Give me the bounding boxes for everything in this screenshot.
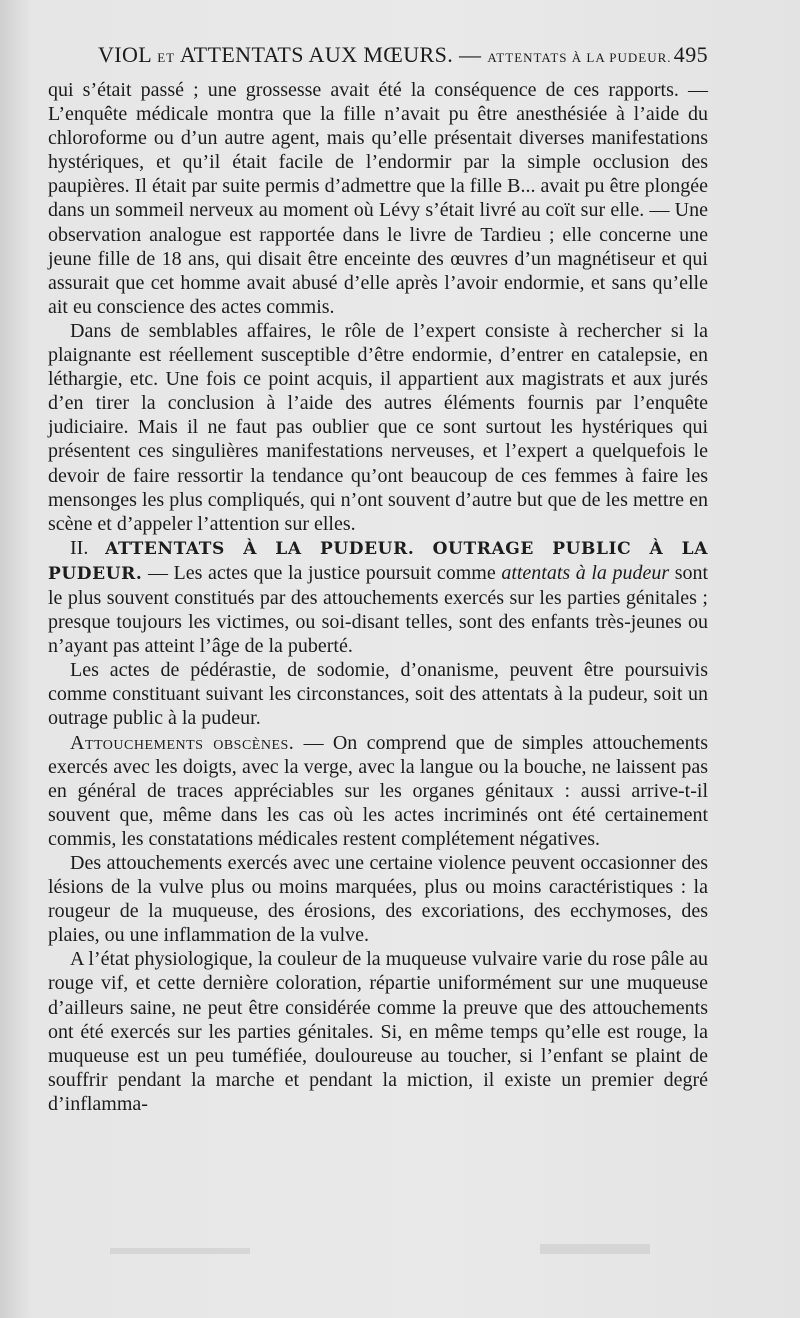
header-title-part2: ET <box>157 50 176 65</box>
paragraph-3-italic: attentats à la pudeur <box>501 561 670 584</box>
section-heading: ATTENTATS À LA PUDEUR. OUTRAGE PUBLIC À LA PUDEUR. <box>48 538 709 584</box>
header-title <box>98 42 672 68</box>
header-title-part1: VIOL <box>98 42 152 67</box>
show-through-smudge <box>110 1240 670 1264</box>
running-header <box>48 42 708 68</box>
paragraph-3-end: sont le plus souvent constitués par des attouchements exercés sur les parties génitales ; presque toujours les victimes, ou soi-disant telles, sont des enfants très-jeunes ou n’ayant pas atteint l’âge de la puberté. <box>48 561 709 658</box>
paragraph-5-text: — On comprend que de simples attouchements exercés avec les doigts, avec la verge, avec la langue ou la bouche, ne laissent pas en général de traces appréciables sur les organes génitaux : aussi arrive-t-il souvent que, même dans les cas où les actes incriminés ont été certainement commis, les constatations médicales restent complétement négatives. <box>48 731 708 850</box>
header-title-part3: ATTENTATS AUX MŒURS. <box>179 42 454 67</box>
subsection-heading: Attouchements obscènes. <box>70 731 295 754</box>
paragraph-3 <box>48 536 708 658</box>
paragraph-1: qui s’était passé ; une grossesse avait été la conséquence de ces rapports. — L’enquête médicale montra que la fille n’avait pu être anesthésiée à l’aide du chloroforme ou d’un autre agent, mais qu’elle présentait diverses manifestations hystériques, et qu’il était facile de l’endormir par la simple occlusion des paupières. Il était par suite permis d’admettre que la fille B... avait pu être plongée dans un sommeil nerveux au moment où Lévy s’était livré au coït sur elle. — Une observation analogue est rapportée dans le livre de Tardieu ; elle concerne une jeune fille de 18 ans, qui disait être enceinte des œuvres d’un magnétiseur et qui assurait que cet homme avait abusé d’elle après l’avoir endormie, et sans qu’elle ait eu conscience des actes commis. <box>48 79 708 318</box>
paragraph-6: Des attouchements exercés avec une certaine violence peuvent occasionner des lésions de la vulve plus ou moins marquées, plus ou moins caractéristiques : la rougeur de la muqueuse, des érosions, des excoriations, des ecchymoses, des plaies, ou une inflammation de la vulve. <box>48 852 708 947</box>
paragraph-2: Dans de semblables affaires, le rôle de l’expert consiste à rechercher si la plaignante est réellement susceptible d’être endormie, d’entrer en catalepsie, en léthargie, etc. Une fois ce point acquis, il appartient aux magistrats et aux jurés d’en tirer la conclusion à l’aide des autres éléments fournis par l’enquête judiciaire. Mais il ne faut pas oublier que ce sont surtout les hystériques qui présentent ces singulières manifestations nerveuses, et l’expert a quelquefois le devoir de faire ressortir la tendance qu’ont beaucoup de ces femmes à faire les mensonges les plus compliqués, qui n’ont souvent d’autre but que de les mettre en scène et d’appeler l’attention sur elles. <box>48 319 708 535</box>
paragraph-5 <box>48 731 708 851</box>
paragraph-7: A l’état physiologique, la couleur de la muqueuse vulvaire varie du rose pâle au rouge vif, et cette dernière coloration, répartie uniformément sur une muqueuse d’ailleurs saine, ne peut être considérée comme la preuve que des attouchements ont été exercés sur les parties génitales. Si, en même temps qu’elle est rouge, la muqueuse est un peu tuméfiée, douloureuse au toucher, si l’enfant se plaint de souffrir pendant la marche et pendant la miction, il existe un premier degré d’inflamma- <box>48 948 708 1115</box>
paragraph-4: Les actes de pédérastie, de sodomie, d’onanisme, peuvent être poursuivis comme constituant suivant les circonstances, soit des attentats à la pudeur, soit un outrage public à la pudeur. <box>48 659 708 730</box>
page-number: 495 <box>673 42 708 67</box>
paragraph-3-start: — Les actes que la justice poursuit comme <box>147 561 496 584</box>
section-number: II. <box>70 536 89 559</box>
page-content <box>48 42 708 1116</box>
header-subtitle: ATTENTATS À LA PUDEUR. <box>487 50 672 65</box>
header-dash: — <box>459 42 482 67</box>
